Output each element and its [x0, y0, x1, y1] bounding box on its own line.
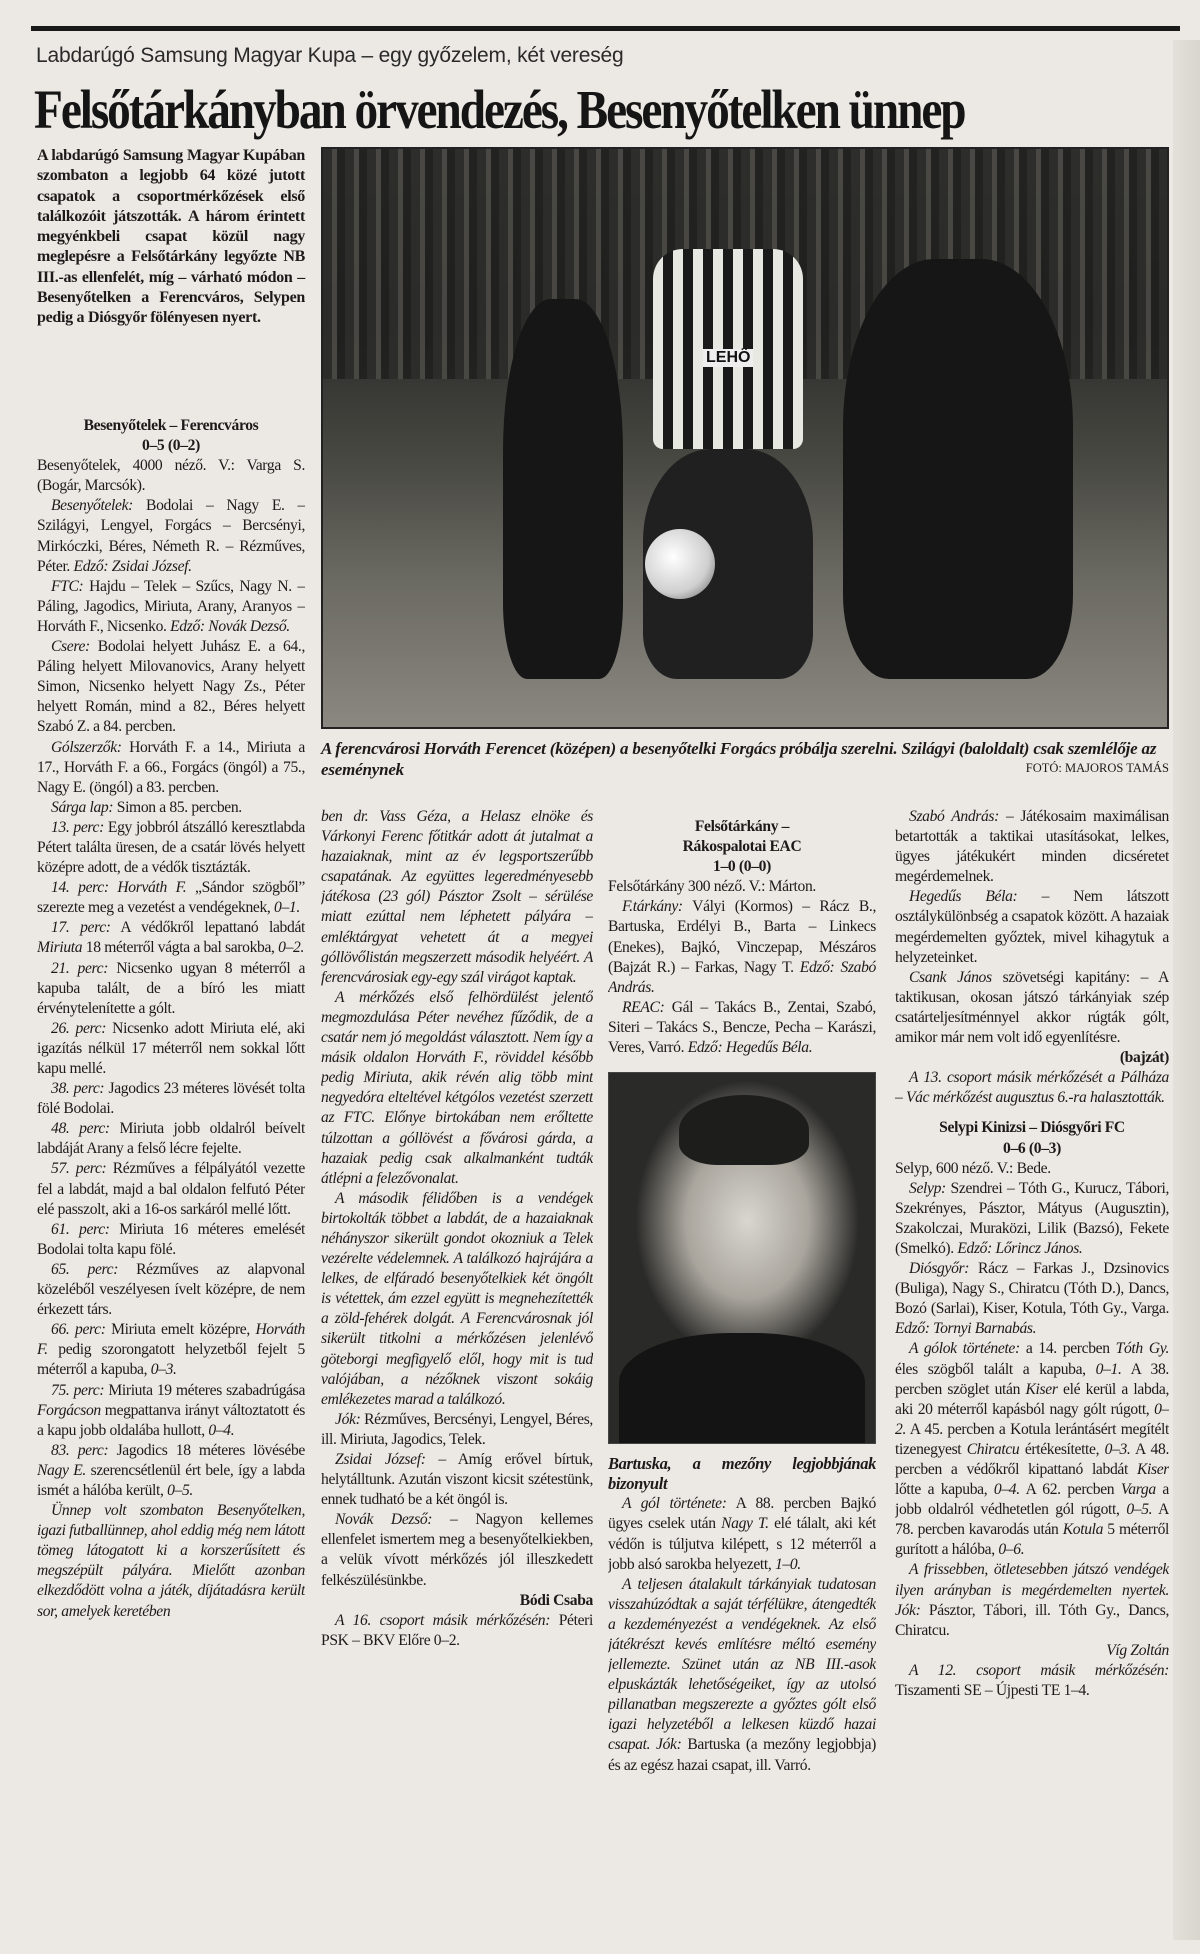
photo-credit: FOTÓ: MAJOROS TAMÁS: [1025, 761, 1169, 775]
paragraph: [895, 1179, 1169, 1259]
paragraph: [895, 887, 1169, 967]
text-run: F.tárkány:: [622, 898, 683, 916]
paragraph: [608, 897, 876, 997]
player-left: [503, 299, 623, 679]
column-3: [608, 807, 876, 1937]
text-run: megpattanva irányt változtatott és a kapu jobb oldalába hullott,: [37, 1401, 305, 1439]
text-run: „Sándor szögből” szerezte meg a vezetést a vendégeknek,: [37, 879, 305, 917]
text-run: 0–3.: [1104, 1440, 1131, 1458]
paragraph: [37, 1260, 305, 1320]
text-run: Edző: Lőrincz János.: [957, 1239, 1083, 1257]
match-heading-line: 1–0 (0–0): [713, 858, 771, 876]
text-run: Tiszamenti SE – Újpesti TE 1–4.: [895, 1682, 1090, 1700]
text-run: Csank János: [909, 968, 992, 986]
match-heading-line: 0–5 (0–2): [142, 437, 200, 455]
paragraph: [37, 818, 305, 878]
text-run: A mérkőzés első felhördülést jelentő megmozdulása Péter nevéhez fűződik, de a csatár nem jó megoldást választott. Nem így a másik oldalon Horváth F., röviddel később pedig Miriuta, akik révén alig több mint negyedóra elteltével kétgólos vezetést szerzett az FTC. Előnye birtokában nem erőltette túlzottan a góllövést a fővárosi gárda, a hazaiak pedig csak alkalmanként tudták átlépni a felezővonalat.: [321, 988, 593, 1187]
paragraph: [37, 1441, 305, 1501]
text-run: Rézműves, Bercsényi, Lengyel, Béres, ill. Miriuta, Jagodics, Telek.: [321, 1410, 593, 1448]
text-run: Miriuta jobb oldalról beívelt labdáját Arany a felső lécre fejelte.: [37, 1120, 305, 1158]
text-run: elé tálalt, aki két védőn is túljutva kilépett, s 12 méterről a jobb alsó sarokba helyezett,: [608, 1515, 876, 1573]
text-run: Péteri PSK – BKV Előre 0–2.: [321, 1611, 593, 1649]
photo-caption: A ferencvárosi Horváth Ferencet (középen) a besenyőtelki Forgács próbálja szerelni. Szilágyi (baloldalt) csak szemlélője az eseménynek: [321, 739, 1157, 779]
paragraph: [895, 1339, 1169, 1560]
text-run: Miriuta 19 méteres szabadrúgása: [104, 1381, 305, 1399]
adjacent-page-bleed: [1173, 40, 1200, 1940]
paragraph: [608, 1575, 876, 1776]
paragraph: [37, 496, 305, 576]
text-run: Bodolai helyett Juhász E. a 64., Páling helyett Milovanovics, Arany helyett Simon, Nicsenko helyett Nagy Zs., Péter helyett Román, mind a 82., Béres helyett Szabó Z. a 84. percben.: [37, 638, 305, 736]
top-rule: [31, 26, 1180, 31]
text-run: 0–4.: [208, 1421, 235, 1439]
paragraph: [321, 1611, 593, 1651]
text-run: éles szögből talált a kapuba,: [895, 1360, 1096, 1378]
text-run: A frissebben, ötletesebben játszó vendégek ilyen arányban is megérdemelten nyertek.: [895, 1561, 1169, 1599]
text-run: – Amíg erővel bírtuk, helytálltunk. Azután viszont kicsit szétestünk, ennek tudható be a két öngól is.: [321, 1451, 593, 1509]
match-heading-line: Rákospalotai EAC: [682, 838, 802, 856]
lead-paragraph: A labdarúgó Samsung Magyar Kupában szombaton a legjobb 64 közé jutott csapatok a csoportmérkőzések első találkozóit játszották. A három érintett megyénkbeli csapat közül nagy meglepésre a Felsőtárkány legyőzte NB III.-as ellenfelét, míg – várható módon – Besenyőtelken a Ferencváros, Selypen pedig a Diósgyőr fölényesen nyert.: [37, 147, 305, 327]
text-run: A gól története:: [622, 1495, 727, 1513]
text-run: 0–1.: [274, 899, 300, 917]
text-run: Kotula: [1062, 1521, 1104, 1539]
text-run: Miriuta: [37, 939, 83, 957]
text-run: értékesítette,: [1019, 1440, 1105, 1458]
text-run: Gólszerzők:: [51, 738, 122, 756]
text-run: Jók:: [650, 1736, 682, 1754]
match-heading-line: Selypi Kinizsi – Diósgyőri FC: [939, 1119, 1125, 1137]
text-run: Diósgyőr:: [909, 1260, 970, 1278]
paragraph: [321, 1189, 593, 1410]
paragraph: [608, 1494, 876, 1574]
football: [645, 529, 715, 599]
text-run: 0–2.: [895, 1400, 1169, 1438]
paragraph: [895, 968, 1169, 1048]
text-run: 18 méterről vágta a bal sarokba,: [82, 939, 279, 957]
text-run: Selyp:: [909, 1179, 946, 1197]
text-run: A 62. percben: [1019, 1481, 1121, 1499]
text-run: Pásztor, Tábori, ill. Tóth Gy., Dancs, Chiratcu.: [895, 1601, 1169, 1639]
player-right: [843, 259, 1073, 679]
paragraph: [37, 878, 305, 918]
text-run: Varga: [1120, 1481, 1156, 1499]
text-run: 48. perc:: [51, 1120, 110, 1138]
text-run: A 48. percben a védőkről kipattanó labdát: [895, 1440, 1169, 1478]
text-run: Nagy T.: [721, 1515, 769, 1533]
text-run: 0–5.: [167, 1481, 193, 1499]
text-run: Jók:: [335, 1410, 361, 1428]
text-run: Edző: Novák Dezső.: [170, 617, 290, 635]
paragraph: [37, 1159, 305, 1219]
paragraph: [37, 1079, 305, 1119]
text-run: Besenyőtelek, 4000 néző. V.: Varga S. (Bogár, Marcsók).: [37, 457, 305, 495]
text-run: Novák Dezső:: [335, 1511, 433, 1529]
text-run: ben dr. Vass Géza, a Helasz elnöke és Várkonyi Ferenc főtitkár adott át jutalmat a hazaiaknak, mint az év legsportszerűbb csapatának. Az együttes legeredményesebb játékosa (23 gól) Pásztor Zsolt – sérülése miatt ezúttal nem léphetett pályára – emléktárgyat vehetett át a megyei góllövőlistán megszerzett második helyéért. A ferencvárosiak egy-egy szál virágot kaptak.: [321, 808, 593, 986]
text-run: Kiser: [1136, 1461, 1169, 1478]
paragraph: [895, 1259, 1169, 1339]
text-run: A 13. csoport másik mérkőzését a Pálháza – Vác mérkőzést augusztus 6.-ra halasztották.: [895, 1069, 1169, 1107]
text-run: Forgácson: [37, 1401, 101, 1419]
text-run: Ünnep volt szombaton Besenyőtelken, igazi futballünnep, ahol eddig még nem látott tömeg látogatott ki a korszerűsített és megszépült pályára. Mielőtt azonban elkezdődött volna a játék, díjátadásra került sor, amelyek keretében: [37, 1502, 305, 1620]
paragraph: [37, 1381, 305, 1441]
text-run: 66. perc:: [51, 1321, 106, 1339]
paragraph: [37, 959, 305, 1019]
paragraph: [321, 1410, 593, 1450]
text-run: Nicsenko adott Miriuta elé, aki igazítás nélkül 17 méterről nem sokkal lőtt kapu mellé.: [37, 1019, 305, 1077]
text-run: a 14. percben: [1019, 1340, 1116, 1358]
paragraph: [37, 1019, 305, 1079]
paragraph: [608, 998, 876, 1058]
paragraph: [37, 918, 305, 958]
text-run: 65. perc:: [51, 1260, 119, 1278]
text-run: Egy jobbról átszálló keresztlabda Pétert találta üresen, de a csatár lövés helyett középre adott, de a védők tisztázták.: [37, 818, 305, 877]
text-run: A teljesen átalakult tárkányiak tudatosan visszahúzódtak a saját térfélükre, átengedték a kezdeményezést a vendégeknek. Az első játékrészt kevés említésre méltó esemény jellemezte. Szünet után az NB III.-asok elpuskázták lehetőségeiket, így az utolsó pillanatban megszerezte a győztes gólt első igazi helyzetéből a lelkesen küzdő hazai csapat.: [608, 1575, 876, 1754]
text-run: Bodolai – Nagy E. – Szilágyi, Lengyel, Forgács – Bercsényi, Mirkóczki, Béres, Németh R. – Rézműves, Péter.: [37, 497, 305, 575]
text-run: A 88. percben Bajkó ügyes cselek után: [608, 1495, 876, 1533]
author-signature: Bódi Csaba: [519, 1591, 593, 1609]
text-run: A 38. percben szöglet után: [895, 1360, 1169, 1398]
text-run: – Nem látszott osztálykülönbség a csapatok között. A hazaiak megérdemelten győztek, mivel kihagytuk a helyzeteinket.: [895, 888, 1169, 966]
match-heading: [895, 1118, 1169, 1158]
text-run: 21. perc:: [51, 959, 109, 977]
paragraph: [321, 1510, 593, 1590]
text-run: 75. perc:: [51, 1381, 105, 1399]
paragraph: [895, 1159, 1169, 1179]
text-run: Hegedűs Béla:: [909, 888, 1018, 906]
paragraph: [37, 798, 305, 818]
text-run: Szendrei – Tóth G., Kurucz, Tábori, Szekrényes, Pásztor, Mátyus (Augusztin), Szakolczai, Muraközi, Lilik (Bazsó), Fekete (Smelkó).: [895, 1179, 1169, 1257]
match-heading: [608, 817, 876, 877]
text-run: Rácz – Farkas J., Dzsinovics (Buliga), Nagy S., Chiratcu (Tóth D.), Dancs, Bozó (Sarlai), Kiser, Kotula, Tóth Gy., Varga.: [895, 1260, 1169, 1318]
text-run: A 16. csoport másik mérkőzésén:: [335, 1611, 551, 1629]
match-heading-line: Felsőtárkány –: [694, 818, 790, 835]
text-run: 5 méterről gurított a hálóba,: [895, 1521, 1169, 1559]
text-run: 13. perc:: [51, 818, 104, 836]
text-run: Rézműves az alapvonal közeléből veszélyesen ívelt középre, de nem érkezett társ.: [37, 1260, 305, 1319]
text-run: 14. perc: Horváth F.: [51, 879, 187, 897]
paragraph: [37, 637, 305, 737]
text-run: szerencsétlenül ért bele, így a labda ismét a hálóba került,: [37, 1461, 305, 1499]
text-run: Szabó András:: [909, 808, 999, 825]
headline: Felsőtárkányban örvendezés, Besenyőtelken ünnep: [34, 79, 965, 140]
text-run: Nagy E.: [37, 1461, 86, 1479]
text-run: Csere:: [51, 638, 90, 656]
text-run: A 78. percben kavarodás után: [895, 1501, 1169, 1539]
paragraph: [37, 1501, 305, 1622]
paragraph: [37, 1220, 305, 1260]
match-heading: [37, 416, 305, 456]
text-run: 26. perc:: [51, 1019, 107, 1037]
paragraph: [37, 456, 305, 496]
text-run: Nicsenko ugyan 8 méterről a kapuba talált, de a bíró les miatt érvénytelenítette a gólt.: [37, 959, 305, 1017]
paragraph: [37, 577, 305, 637]
author-signature: (bajzát): [1119, 1049, 1169, 1067]
text-run: – Nagyon kellemes ellenfelet ismertem meg a besenyőtelkiekben, a velük vívott mérkőzés jól illeszkedett felkészülésünkbe.: [321, 1511, 593, 1589]
text-run: Hajdu – Telek – Szűcs, Nagy N. – Páling, Jagodics, Miriuta, Arany, Aranyos – Horváth F., Nicsenko.: [37, 577, 305, 635]
text-run: Jók:: [895, 1601, 921, 1619]
paragraph: [895, 807, 1169, 887]
text-run: lőtte a kapuba,: [895, 1481, 994, 1499]
text-run: 0–3.: [150, 1361, 177, 1379]
kicker: Labdarúgó Samsung Magyar Kupa – egy győzelem, két vereség: [36, 44, 624, 67]
text-run: 0–1.: [1095, 1360, 1122, 1378]
shirt-sponsor: LEHÖ: [703, 349, 753, 367]
match-heading-line: Besenyőtelek – Ferencváros: [83, 417, 259, 434]
text-run: 83. perc:: [51, 1441, 109, 1459]
paragraph: [608, 877, 876, 897]
paragraph: [895, 1661, 1169, 1701]
text-run: Felsőtárkány 300 néző. V.: Márton.: [608, 878, 816, 896]
text-run: Rézműves a félpályától vezette fel a labdát, majd a bal oldalon felfutó Péter elé passzolt, aki a 16-os sarkáról mellé lőtt.: [37, 1160, 305, 1218]
paragraph: [895, 1068, 1169, 1108]
column-4: [895, 807, 1169, 1937]
portrait-hair: [679, 1095, 809, 1165]
text-run: Horváth F. a 14., Miriuta a 17., Horváth F. a 66., Forgács (öngól) a 75., Nagy E. (öngól) a 83. percben.: [37, 738, 305, 796]
text-run: 57. perc:: [51, 1160, 107, 1178]
text-run: Miriuta 16 méteres emelését Bodolai tolta kapu fölé.: [37, 1220, 305, 1258]
portrait-caption: Bartuska, a mezőny legjobbjának bizonyult: [608, 1454, 876, 1494]
text-run: Edző: Szabó András.: [608, 958, 876, 996]
text-run: Chiratcu: [966, 1440, 1020, 1458]
text-run: Jagodics 23 méteres lövését tolta fölé Bodolai.: [37, 1080, 305, 1118]
portrait-photo: [608, 1072, 876, 1444]
paragraph: [321, 988, 593, 1189]
text-run: Bartuska (a mezőny legjobbja) és az egész hazai csapat, ill. Varró.: [608, 1736, 876, 1774]
text-run: A második félidőben is a vendégek birtokolták többet a labdát, de a hazaiaknak néhányszor sikerült gondot okozniuk a Telek vezérelte védelemnek. A találkozó hajrájára a lelkes, de elfáradó besenyőtelkiek két öngólt is vétettek, ám ezzel együtt is megnehezítették a zöld-fehérek dolgát. A Ferencvárosnak jól sikerült titkolni a mérkőzésen jelenlévő göteborgi megfigyelő elől, hogy mit is tud valójában, a nézőknek viszont sokáig emlékezetes marad a találkozó.: [321, 1189, 593, 1408]
text-run: Edző: Zsidai József.: [73, 557, 192, 575]
text-run: Sárga lap:: [51, 798, 114, 816]
text-run: 0–6.: [998, 1541, 1025, 1559]
text-run: – Játékosaim maximálisan betartották a taktikai utasításokat, lelkes, ügyes játékukért minden dicséretet megérdemelnek.: [895, 808, 1169, 886]
text-run: REAC:: [622, 998, 665, 1016]
text-run: 0–5.: [1126, 1501, 1153, 1519]
text-run: Vályi (Kormos) – Rácz B., Bartuska, Erdélyi B., Barta – Linkecs (Enekes), Bajkó, Vinczepap, Mészáros (Bajzát R.) – Farkas, Nagy T.: [608, 898, 876, 976]
text-run: Edző: Tornyi Barnabás.: [895, 1320, 1037, 1338]
column-2: [321, 807, 593, 1937]
match-photo: [321, 147, 1169, 729]
text-run: szövetségi kapitány: – A taktikusan, okosan játszó tárkányiak szép csatárteljesítménnyel akkor rúgták gólt, amikor már nem volt idő egyenlítésre.: [895, 968, 1169, 1047]
text-run: Selyp, 600 néző. V.: Bede.: [895, 1159, 1051, 1177]
text-run: 61. perc:: [51, 1220, 110, 1238]
text-run: Gál – Takács B., Zentai, Szabó, Siteri – Takács S., Bencze, Pecha – Karászi, Veres, Varró.: [608, 998, 876, 1057]
paragraph: [37, 1320, 305, 1380]
text-run: 17. perc:: [51, 919, 111, 937]
text-run: Horváth F.: [37, 1321, 305, 1359]
text-run: elé kerül a labda, aki 20 méterről kapásból nagy gólt rúgott,: [895, 1380, 1169, 1418]
text-run: A védőkről lepattanó labdát: [110, 919, 305, 937]
paragraph: [895, 1560, 1169, 1640]
text-run: A 45. percben a Kotula lerántásért megítélt tizenegyest: [895, 1420, 1169, 1458]
match-heading-line: 0–6 (0–3): [1003, 1139, 1061, 1157]
text-run: Simon a 85. percben.: [113, 798, 242, 816]
text-run: Kiser: [1025, 1380, 1058, 1398]
portrait-shoulders: [619, 1333, 865, 1443]
text-run: Besenyőtelek:: [51, 497, 134, 515]
text-run: FTC:: [51, 577, 84, 595]
text-run: a jobb oldalról védhetetlen gól rúgott,: [895, 1481, 1169, 1519]
text-run: Jagodics 18 méteres lövésébe: [108, 1441, 305, 1459]
column-1: [37, 406, 305, 1936]
text-run: 0–4.: [993, 1481, 1020, 1499]
text-run: 38. perc:: [51, 1080, 105, 1098]
text-run: 1–0.: [774, 1555, 801, 1573]
text-run: Zsidai József:: [335, 1451, 426, 1468]
text-run: pedig szorongatott helyzetből fejelt 5 méterről a kapuba,: [37, 1341, 305, 1379]
paragraph: [321, 807, 593, 988]
text-run: Tóth Gy.: [1115, 1340, 1169, 1358]
text-run: Edző: Hegedűs Béla.: [687, 1039, 813, 1057]
text-run: A 12. csoport másik mérkőzésén:: [909, 1661, 1169, 1679]
paragraph: [37, 1119, 305, 1159]
paragraph: [37, 738, 305, 798]
author-signature: Víg Zoltán: [1106, 1641, 1169, 1659]
text-run: 0–2.: [278, 939, 305, 957]
paragraph: [321, 1450, 593, 1510]
text-run: Miriuta emelt középre,: [105, 1321, 256, 1339]
text-run: A gólok története:: [909, 1340, 1020, 1358]
